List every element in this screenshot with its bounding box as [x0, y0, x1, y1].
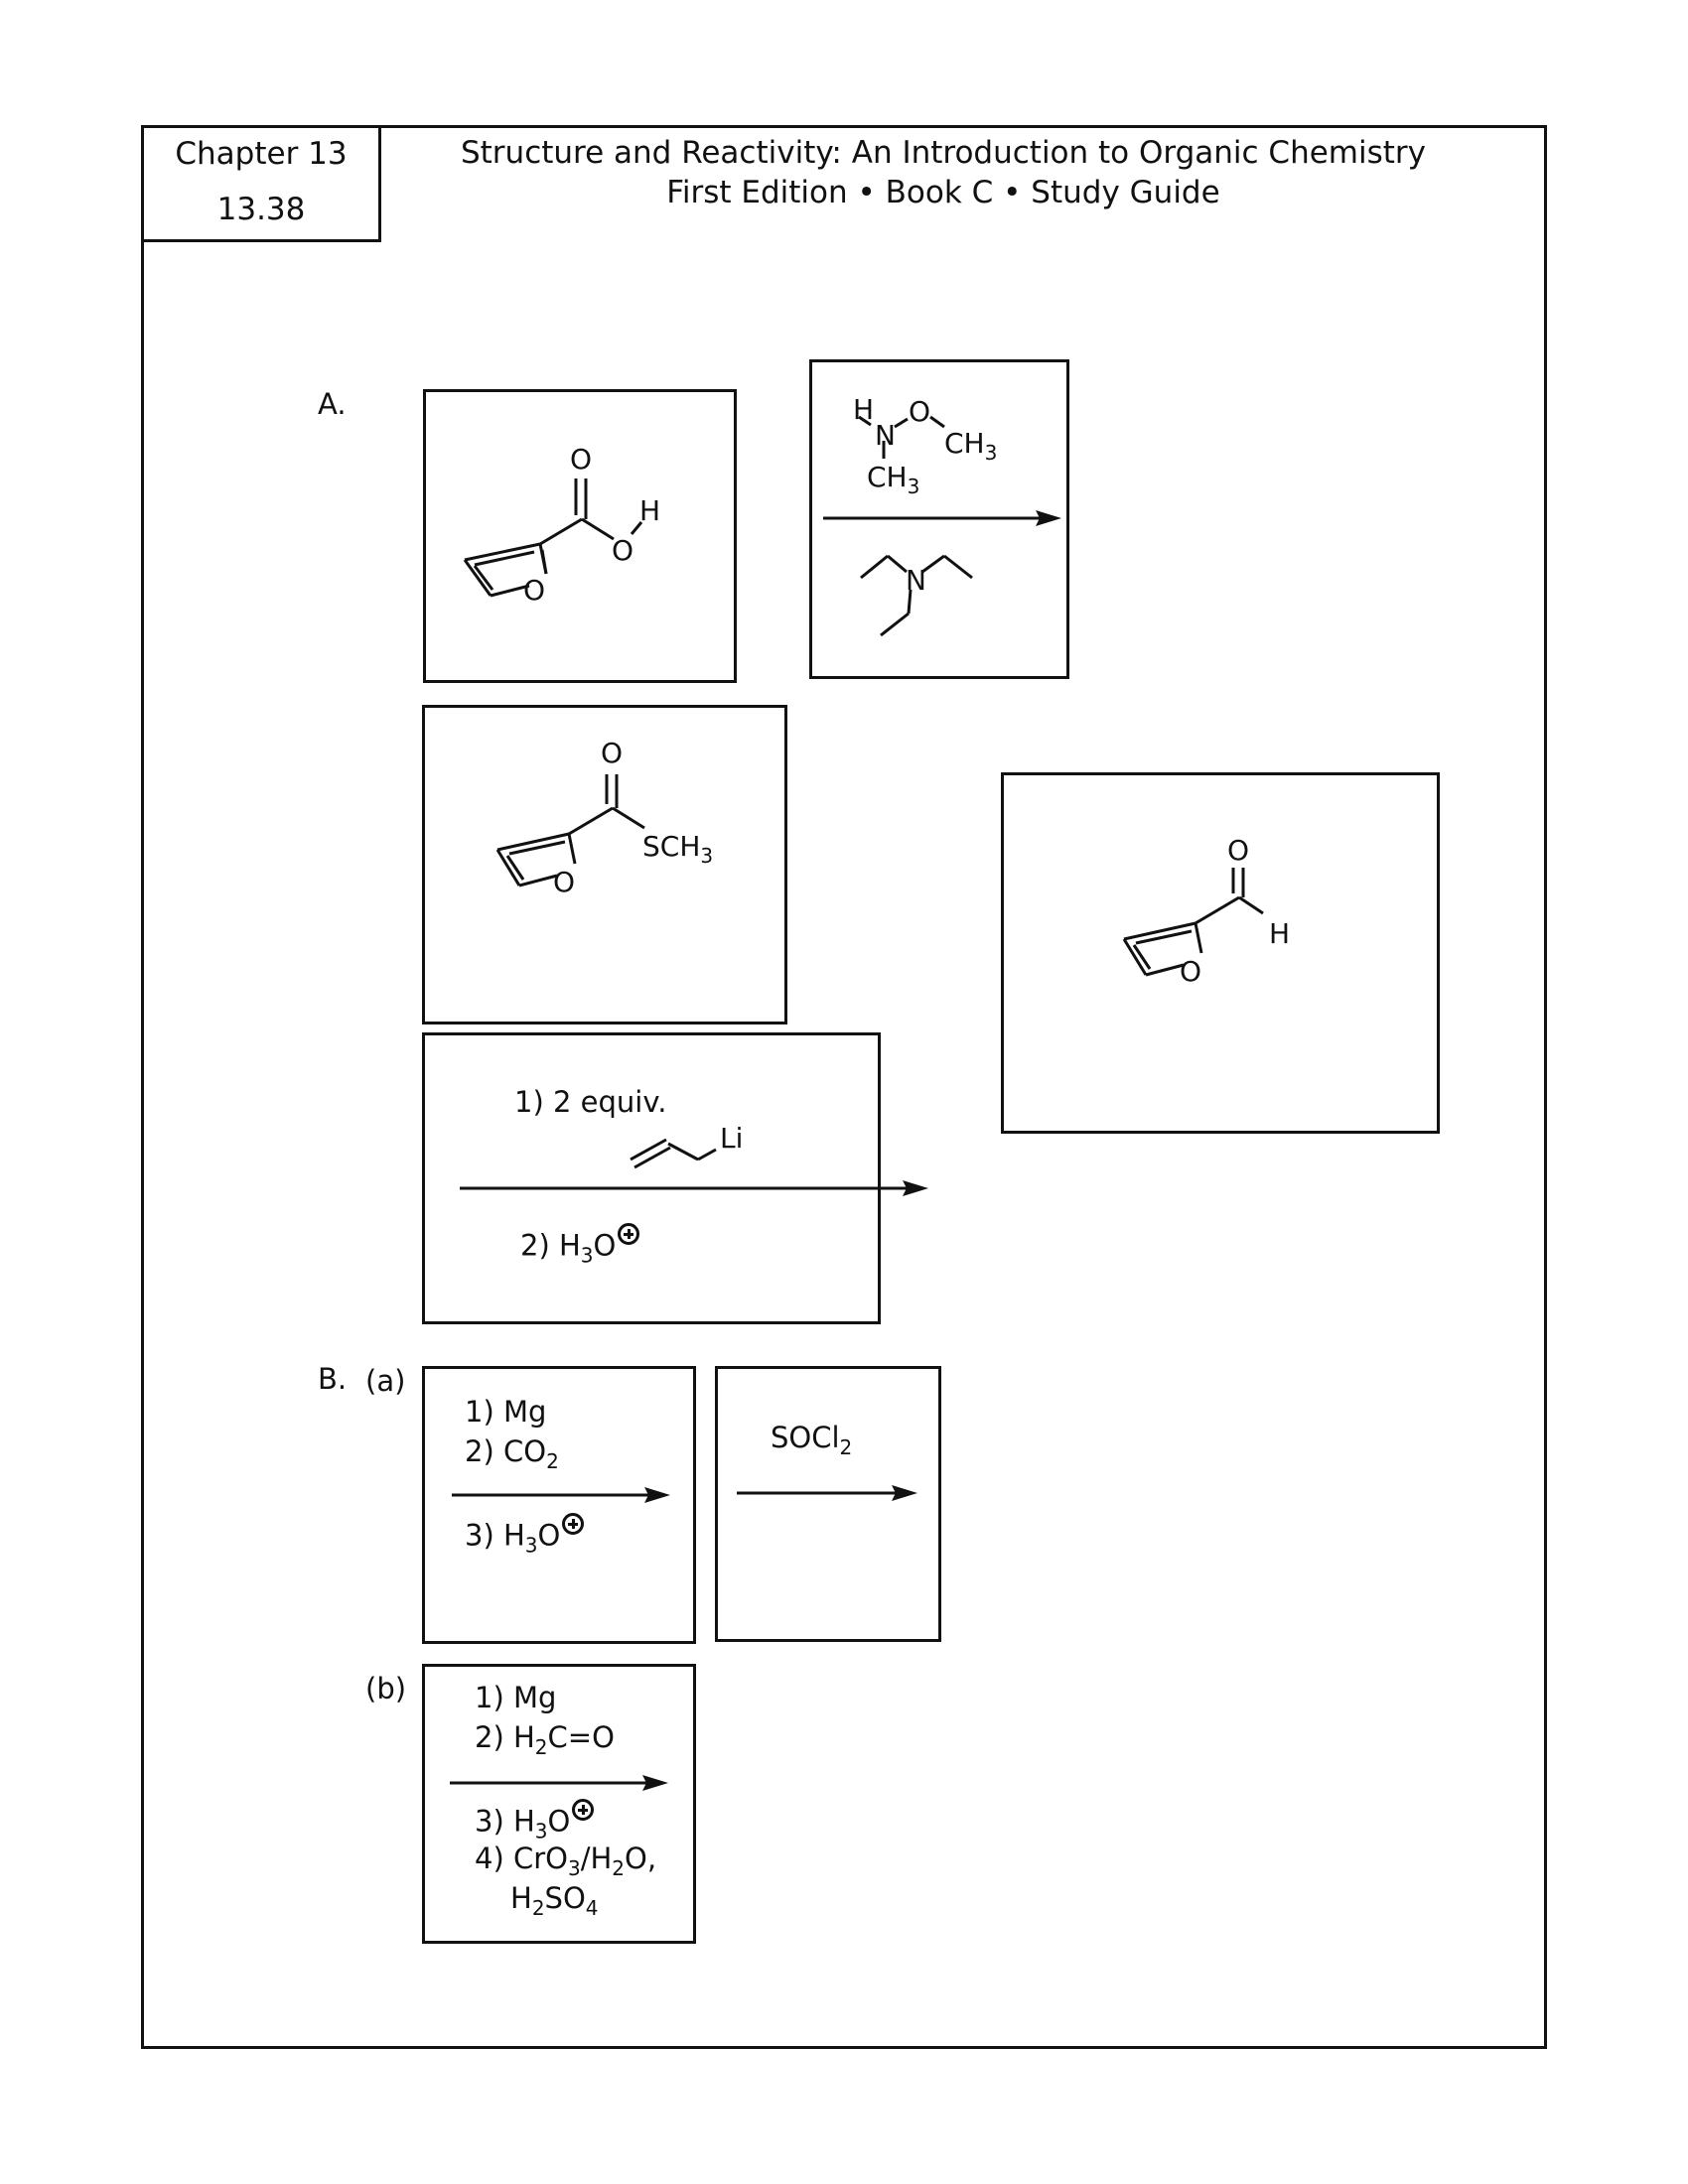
furoic-acid-structure	[423, 389, 737, 683]
part-b-a-label: (a)	[365, 1364, 406, 1398]
plus-charge-icon	[572, 1799, 594, 1821]
weinreb-reagent-structure	[809, 359, 1069, 679]
acid-hydroxyl-o: O	[612, 534, 634, 567]
part-a-label: A.	[318, 387, 347, 421]
furfural-structure	[1001, 772, 1440, 1134]
furfural-carbonyl-o: O	[1227, 834, 1250, 867]
amine-ch3-down: $CH_3$	[867, 461, 920, 498]
thioester-structure	[422, 705, 787, 1024]
amine-h: H	[853, 393, 875, 426]
amine-ch3-right: $CH_3$	[944, 427, 998, 465]
plus-charge-icon	[618, 1223, 639, 1245]
furfural-ring-o: O	[1180, 955, 1202, 988]
part-b-label: B.	[318, 1362, 348, 1396]
thioester-sch3: $SCH_3$	[642, 830, 714, 868]
thioester-carbonyl-o: O	[601, 737, 624, 769]
allyl-step-2: 2) $H_3O$	[520, 1223, 639, 1275]
thioester-ring-o: O	[553, 866, 576, 898]
book-edition: First Edition • Book C • Study Guide	[666, 175, 1220, 210]
oxidation-step-4b: $H_2SO_4$	[510, 1881, 599, 1920]
amine-o: O	[909, 395, 931, 428]
triethylamine-n: N	[906, 564, 926, 597]
oxidation-step-3: 3) $H_3O$	[475, 1799, 594, 1850]
grignard-step-1: 1) Mg	[465, 1395, 547, 1429]
grignard-step-3: 3) $H_3O$	[465, 1513, 584, 1565]
acid-hydroxyl-h: H	[639, 494, 661, 527]
oxidation-step-2: 2) $H_2C=O$	[475, 1720, 615, 1759]
oxidation-step-4: 4) $CrO_3/H_2O$,	[475, 1842, 657, 1880]
grignard-co2-arrow	[422, 1366, 696, 1644]
oxidation-step-1: 1) Mg	[475, 1681, 557, 1714]
chapter-box	[141, 125, 381, 242]
furfural-h: H	[1269, 917, 1291, 950]
chapter-label: Chapter 13	[175, 136, 348, 172]
problem-number: 13.38	[216, 192, 306, 227]
amine-n: N	[875, 419, 896, 452]
plus-charge-icon	[562, 1513, 584, 1535]
part-b-b-label: (b)	[365, 1672, 407, 1706]
allyllithium-arrow	[422, 1032, 938, 1324]
grignard-step-2: 2) $CO_2$	[465, 1434, 559, 1473]
acid-ring-o: O	[523, 574, 546, 607]
socl2-arrow	[715, 1366, 941, 1642]
allyl-step-1: 1) 2 equiv.	[514, 1085, 667, 1119]
acid-carbonyl-o: O	[570, 443, 593, 476]
book-title: Structure and Reactivity: An Introduction to Organic Chemistry	[460, 135, 1427, 171]
allyl-li: Li	[720, 1122, 744, 1155]
socl2-reagent: SOCl$_2$	[771, 1421, 853, 1459]
